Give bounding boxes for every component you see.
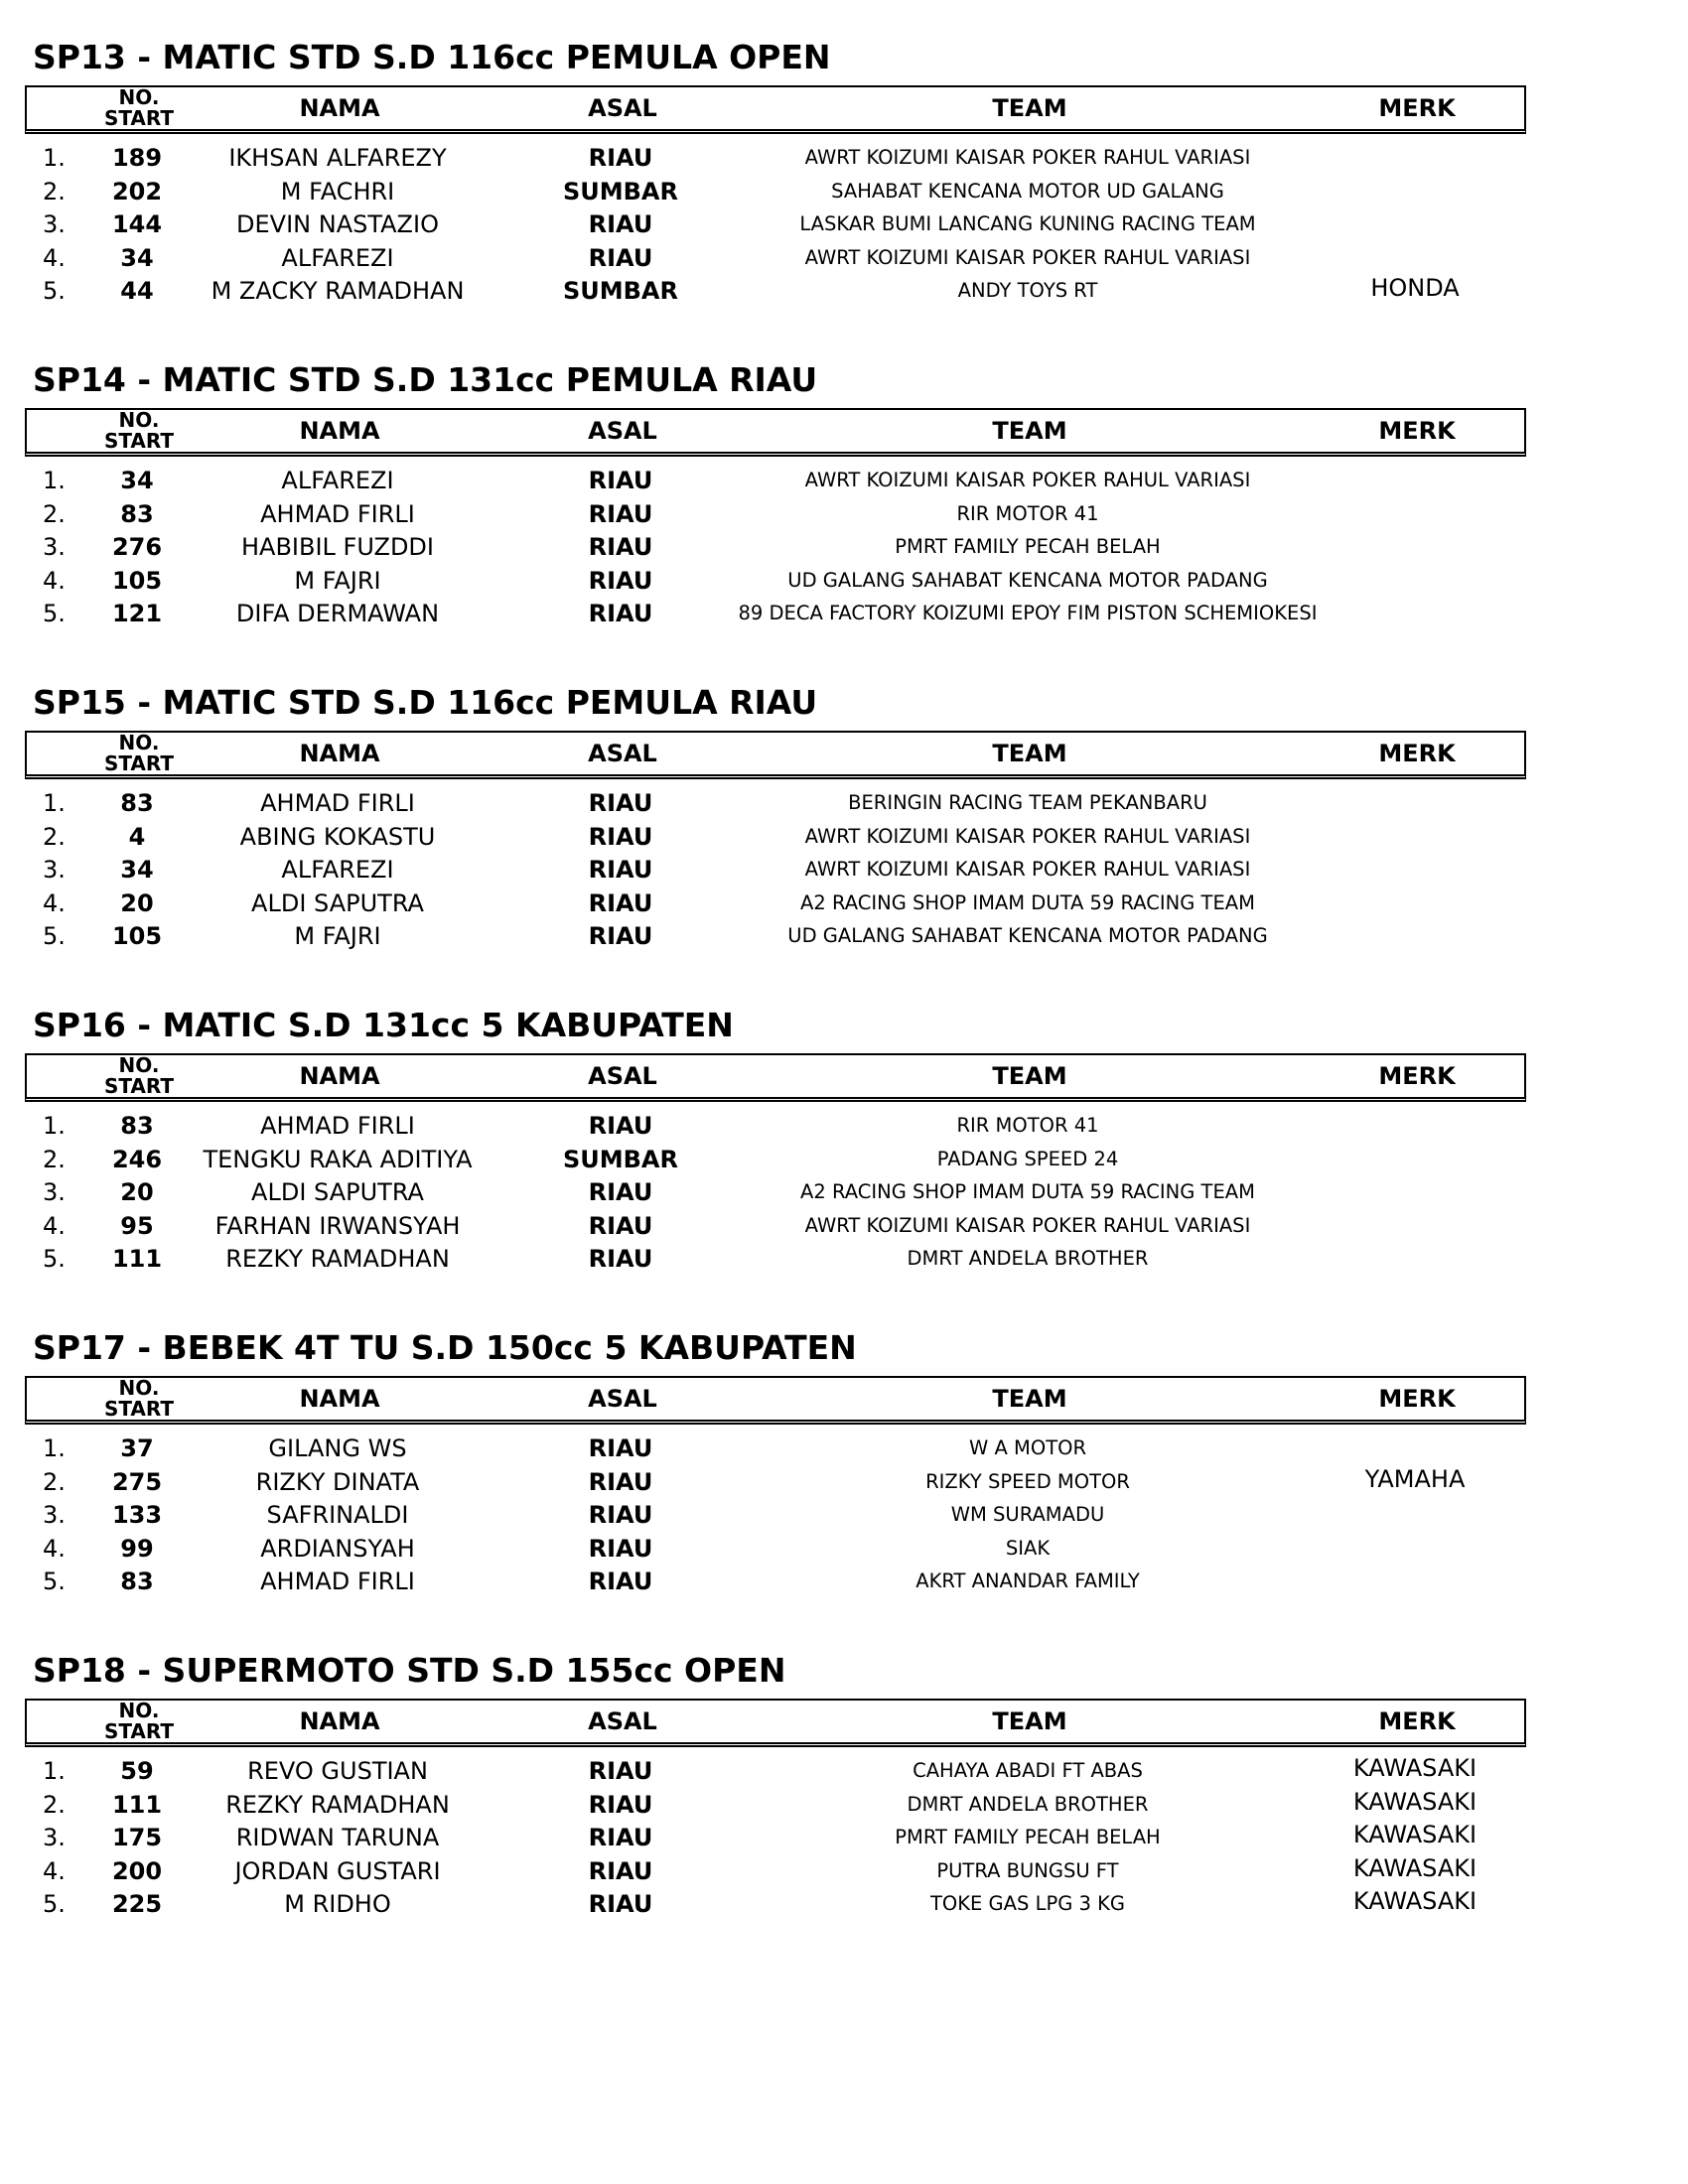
header-no-start: [84, 1378, 194, 1420]
position-cell: 4.: [43, 888, 66, 917]
team-cell: AWRT KOIZUMI KAISAR POKER RAHUL VARIASI: [804, 469, 1251, 491]
header-nama: NAMA: [299, 1062, 380, 1090]
position-cell: 5.: [43, 277, 66, 305]
rider-name-cell: RIDWAN TARUNA: [235, 1824, 440, 1851]
team-cell: BERINGIN RACING TEAM PEKANBARU: [848, 791, 1207, 814]
header-no-line2: START: [103, 429, 175, 453]
header-asal: ASAL: [588, 94, 657, 122]
team-cell: UD GALANG SAHABAT KENCANA MOTOR PADANG: [787, 568, 1268, 592]
table-header: [25, 1053, 1526, 1102]
rider-name-cell: AHMAD FIRLI: [260, 1112, 415, 1140]
rider-name-cell: REZKY RAMADHAN: [225, 1245, 450, 1273]
start-number-cell: 44: [120, 277, 154, 305]
start-number-cell: 105: [111, 566, 163, 595]
position-cell: 3.: [43, 1178, 66, 1206]
header-team: TEAM: [992, 94, 1067, 122]
table-row: [25, 1498, 1526, 1532]
table-row: [25, 597, 1526, 630]
header-no-line2: START: [103, 106, 175, 130]
start-number-cell: 83: [120, 1112, 154, 1140]
header-no-start: [84, 410, 194, 452]
brand-cell: YAMAHA: [1364, 1464, 1466, 1493]
rider-name-cell: ALFAREZI: [281, 467, 394, 494]
origin-cell: RIAU: [588, 1568, 653, 1595]
table-row: [25, 919, 1526, 953]
start-number-cell: 144: [111, 210, 163, 238]
position-cell: 2.: [43, 1467, 66, 1496]
start-number-cell: 99: [120, 1534, 154, 1563]
header-no-line1: NO.: [118, 1053, 160, 1077]
rider-name-cell: DEVIN NASTAZIO: [236, 210, 439, 238]
team-cell: AKRT ANANDAR FAMILY: [915, 1570, 1140, 1592]
team-cell: RIR MOTOR 41: [956, 1114, 1099, 1137]
rider-name-cell: REZKY RAMADHAN: [225, 1790, 450, 1819]
table-header: [25, 85, 1526, 134]
header-asal: ASAL: [588, 740, 657, 767]
origin-cell: RIAU: [588, 1501, 653, 1529]
team-cell: DMRT ANDELA BROTHER: [907, 1792, 1149, 1816]
header-nama: NAMA: [299, 740, 380, 767]
origin-cell: RIAU: [588, 600, 653, 627]
team-cell: LASKAR BUMI LANCANG KUNING RACING TEAM: [799, 212, 1256, 235]
class-title: SP14 - MATIC STD S.D 131cc PEMULA RIAU: [33, 360, 818, 399]
header-no-line1: NO.: [118, 408, 160, 432]
position-cell: 4.: [43, 1211, 66, 1240]
header-team: TEAM: [992, 1062, 1067, 1090]
position-cell: 1.: [43, 789, 66, 817]
table-row: [25, 1175, 1526, 1209]
team-cell: A2 RACING SHOP IMAM DUTA 59 RACING TEAM: [800, 1180, 1255, 1203]
table-row: [25, 1754, 1526, 1788]
rider-name-cell: M RIDHO: [284, 1890, 391, 1918]
table-row: [25, 1788, 1526, 1822]
table-row: [25, 207, 1526, 241]
header-asal: ASAL: [588, 1062, 657, 1090]
team-cell: RIR MOTOR 41: [956, 501, 1099, 525]
origin-cell: RIAU: [588, 922, 653, 950]
start-number-cell: 246: [111, 1145, 163, 1173]
header-merk: MERK: [1378, 94, 1456, 122]
header-no-line2: START: [103, 1397, 175, 1421]
origin-cell: RIAU: [588, 499, 653, 528]
position-cell: 1.: [43, 1434, 66, 1462]
header-nama: NAMA: [299, 1707, 380, 1735]
results-list: [25, 1754, 1526, 1921]
brand-cell: HONDA: [1370, 274, 1460, 302]
header-no-line1: NO.: [118, 1699, 160, 1722]
brand-cell: KAWASAKI: [1352, 1821, 1477, 1848]
origin-cell: RIAU: [588, 1112, 653, 1140]
table-row: [25, 274, 1526, 308]
table-row: [25, 1209, 1526, 1243]
position-cell: 3.: [43, 856, 66, 884]
table-row: [25, 1143, 1526, 1176]
rider-name-cell: REVO GUSTIAN: [247, 1757, 428, 1785]
start-number-cell: 121: [111, 600, 163, 627]
origin-cell: RIAU: [588, 1856, 653, 1885]
table-row: [25, 241, 1526, 275]
header-no-start: [84, 733, 194, 774]
table-row: [25, 141, 1526, 175]
table-row: [25, 1109, 1526, 1143]
team-cell: RIZKY SPEED MOTOR: [925, 1469, 1130, 1493]
start-number-cell: 111: [111, 1790, 163, 1819]
start-number-cell: 20: [120, 1178, 154, 1206]
position-cell: 5.: [43, 1890, 66, 1918]
team-cell: AWRT KOIZUMI KAISAR POKER RAHUL VARIASI: [804, 858, 1251, 881]
table-row: [25, 1242, 1526, 1276]
class-title: SP15 - MATIC STD S.D 116cc PEMULA RIAU: [33, 683, 818, 722]
origin-cell: RIAU: [588, 1245, 653, 1273]
table-row: [25, 1432, 1526, 1465]
team-cell: AWRT KOIZUMI KAISAR POKER RAHUL VARIASI: [804, 1213, 1251, 1237]
rider-name-cell: AHMAD FIRLI: [260, 499, 415, 528]
header-merk: MERK: [1378, 1707, 1456, 1735]
header-no-line2: START: [103, 1074, 175, 1098]
table-row: [25, 887, 1526, 920]
header-no-line1: NO.: [118, 85, 160, 109]
table-row: [25, 530, 1526, 564]
rider-name-cell: AHMAD FIRLI: [260, 1568, 415, 1595]
start-number-cell: 20: [120, 888, 154, 917]
brand-cell: KAWASAKI: [1352, 1787, 1477, 1816]
table-row: [25, 464, 1526, 497]
start-number-cell: 105: [111, 922, 163, 950]
team-cell: SIAK: [1005, 1536, 1051, 1560]
position-cell: 3.: [43, 1824, 66, 1851]
team-cell: TOKE GAS LPG 3 KG: [929, 1892, 1126, 1915]
origin-cell: RIAU: [588, 888, 653, 917]
race-class-section: [25, 360, 1526, 658]
start-number-cell: 4: [128, 822, 146, 851]
table-row: [25, 1854, 1526, 1888]
table-header: [25, 1376, 1526, 1425]
origin-cell: RIAU: [588, 533, 653, 561]
table-row: [25, 853, 1526, 887]
class-title: SP13 - MATIC STD S.D 116cc PEMULA OPEN: [33, 38, 831, 76]
team-cell: SAHABAT KENCANA MOTOR UD GALANG: [831, 179, 1224, 203]
team-cell: PUTRA BUNGSU FT: [936, 1858, 1119, 1882]
origin-cell: RIAU: [588, 566, 653, 595]
team-cell: AWRT KOIZUMI KAISAR POKER RAHUL VARIASI: [804, 824, 1251, 848]
start-number-cell: 83: [120, 1568, 154, 1595]
start-number-cell: 276: [111, 533, 163, 561]
position-cell: 4.: [43, 1534, 66, 1563]
position-cell: 4.: [43, 1856, 66, 1885]
header-no-start: [84, 87, 194, 129]
rider-name-cell: M FAJRI: [294, 566, 381, 595]
rider-name-cell: FARHAN IRWANSYAH: [214, 1211, 461, 1240]
team-cell: WM SURAMADU: [950, 1503, 1105, 1526]
position-cell: 4.: [43, 566, 66, 595]
position-cell: 2.: [43, 177, 66, 205]
header-asal: ASAL: [588, 1707, 657, 1735]
team-cell: PMRT FAMILY PECAH BELAH: [895, 535, 1161, 558]
class-title: SP17 - BEBEK 4T TU S.D 150cc 5 KABUPATEN: [33, 1328, 857, 1367]
header-team: TEAM: [992, 1707, 1067, 1735]
rider-name-cell: AHMAD FIRLI: [260, 789, 415, 817]
rider-name-cell: ARDIANSYAH: [260, 1534, 415, 1563]
table-row: [25, 1821, 1526, 1854]
origin-cell: RIAU: [588, 1211, 653, 1240]
start-number-cell: 83: [120, 789, 154, 817]
table-row: [25, 564, 1526, 598]
position-cell: 4.: [43, 243, 66, 272]
position-cell: 2.: [43, 1145, 66, 1173]
position-cell: 5.: [43, 600, 66, 627]
origin-cell: RIAU: [588, 144, 653, 172]
header-team: TEAM: [992, 417, 1067, 445]
position-cell: 1.: [43, 467, 66, 494]
origin-cell: RIAU: [588, 210, 653, 238]
race-class-section: [25, 38, 1526, 336]
start-number-cell: 133: [111, 1501, 163, 1529]
origin-cell: RIAU: [588, 1757, 653, 1785]
rider-name-cell: M FAJRI: [294, 922, 381, 950]
origin-cell: RIAU: [588, 467, 653, 494]
header-no-line1: NO.: [118, 1376, 160, 1400]
rider-name-cell: ALDI SAPUTRA: [251, 1178, 424, 1206]
team-cell: W A MOTOR: [969, 1436, 1086, 1459]
origin-cell: RIAU: [588, 243, 653, 272]
rider-name-cell: M FACHRI: [280, 177, 395, 205]
table-row: [25, 1532, 1526, 1566]
start-number-cell: 225: [111, 1890, 163, 1918]
rider-name-cell: DIFA DERMAWAN: [235, 600, 440, 627]
position-cell: 1.: [43, 1757, 66, 1785]
header-nama: NAMA: [299, 94, 380, 122]
team-cell: 89 DECA FACTORY KOIZUMI EPOY FIM PISTON SCHEMIOKESI: [738, 602, 1318, 624]
team-cell: DMRT ANDELA BROTHER: [907, 1247, 1149, 1270]
origin-cell: RIAU: [588, 1434, 653, 1462]
origin-cell: SUMBAR: [562, 177, 678, 205]
position-cell: 5.: [43, 1568, 66, 1595]
origin-cell: RIAU: [588, 822, 653, 851]
rider-name-cell: IKHSAN ALFAREZY: [228, 144, 447, 172]
start-number-cell: 34: [120, 856, 154, 884]
race-class-section: [25, 683, 1526, 981]
rider-name-cell: TENGKU RAKA ADITIYA: [203, 1145, 473, 1173]
header-no-start: [84, 1701, 194, 1742]
race-class-section: [25, 1328, 1526, 1626]
origin-cell: RIAU: [588, 1790, 653, 1819]
brand-cell: KAWASAKI: [1352, 1887, 1477, 1915]
table-row: [25, 497, 1526, 531]
table-header: [25, 1699, 1526, 1747]
race-class-section: [25, 1651, 1526, 1949]
origin-cell: RIAU: [588, 1467, 653, 1496]
header-no-line1: NO.: [118, 731, 160, 754]
team-cell: PADANG SPEED 24: [936, 1147, 1119, 1170]
origin-cell: RIAU: [588, 1824, 653, 1851]
team-cell: ANDY TOYS RT: [957, 279, 1098, 302]
table-row: [25, 786, 1526, 820]
position-cell: 1.: [43, 144, 66, 172]
position-cell: 1.: [43, 1112, 66, 1140]
header-no-line2: START: [103, 751, 175, 775]
table-row: [25, 1887, 1526, 1921]
start-number-cell: 34: [120, 243, 154, 272]
position-cell: 2.: [43, 822, 66, 851]
table-row: [25, 1465, 1526, 1499]
team-cell: AWRT KOIZUMI KAISAR POKER RAHUL VARIASI: [804, 146, 1251, 169]
header-merk: MERK: [1378, 417, 1456, 445]
brand-cell: KAWASAKI: [1352, 1754, 1477, 1782]
table-header: [25, 731, 1526, 779]
origin-cell: RIAU: [588, 789, 653, 817]
origin-cell: RIAU: [588, 1534, 653, 1563]
header-nama: NAMA: [299, 1385, 380, 1413]
team-cell: CAHAYA ABADI FT ABAS: [913, 1759, 1143, 1782]
results-list: [25, 1109, 1526, 1276]
header-merk: MERK: [1378, 740, 1456, 767]
header-merk: MERK: [1378, 1385, 1456, 1413]
position-cell: 3.: [43, 210, 66, 238]
start-number-cell: 189: [111, 144, 163, 172]
table-row: [25, 820, 1526, 854]
position-cell: 5.: [43, 1245, 66, 1273]
table-row: [25, 1565, 1526, 1598]
team-cell: PMRT FAMILY PECAH BELAH: [895, 1826, 1161, 1848]
position-cell: 5.: [43, 922, 66, 950]
rider-name-cell: HABIBIL FUZDDI: [241, 533, 434, 561]
start-number-cell: 175: [111, 1824, 163, 1851]
table-row: [25, 175, 1526, 208]
rider-name-cell: RIZKY DINATA: [255, 1467, 420, 1496]
start-number-cell: 275: [111, 1467, 163, 1496]
start-number-cell: 34: [120, 467, 154, 494]
rider-name-cell: ALFAREZI: [281, 243, 394, 272]
results-list: [25, 464, 1526, 630]
team-cell: AWRT KOIZUMI KAISAR POKER RAHUL VARIASI: [804, 245, 1251, 269]
start-number-cell: 111: [111, 1245, 163, 1273]
results-list: [25, 1432, 1526, 1598]
start-number-cell: 95: [120, 1211, 154, 1240]
start-number-cell: 37: [120, 1434, 154, 1462]
rider-name-cell: JORDAN GUSTARI: [234, 1856, 441, 1885]
header-merk: MERK: [1378, 1062, 1456, 1090]
start-number-cell: 83: [120, 499, 154, 528]
rider-name-cell: ALFAREZI: [281, 856, 394, 884]
origin-cell: SUMBAR: [562, 1145, 678, 1173]
origin-cell: RIAU: [588, 856, 653, 884]
class-title: SP18 - SUPERMOTO STD S.D 155cc OPEN: [33, 1651, 786, 1690]
header-nama: NAMA: [299, 417, 380, 445]
team-cell: UD GALANG SAHABAT KENCANA MOTOR PADANG: [787, 924, 1268, 947]
results-list: [25, 141, 1526, 308]
position-cell: 2.: [43, 499, 66, 528]
start-number-cell: 200: [111, 1856, 163, 1885]
start-number-cell: 202: [111, 177, 163, 205]
header-no-start: [84, 1055, 194, 1097]
header-team: TEAM: [992, 1385, 1067, 1413]
header-no-line2: START: [103, 1719, 175, 1743]
rider-name-cell: ABING KOKASTU: [239, 822, 436, 851]
table-header: [25, 408, 1526, 457]
start-number-cell: 59: [120, 1757, 154, 1785]
origin-cell: RIAU: [588, 1890, 653, 1918]
header-asal: ASAL: [588, 417, 657, 445]
position-cell: 3.: [43, 1501, 66, 1529]
origin-cell: RIAU: [588, 1178, 653, 1206]
team-cell: A2 RACING SHOP IMAM DUTA 59 RACING TEAM: [800, 890, 1255, 914]
rider-name-cell: ALDI SAPUTRA: [251, 888, 424, 917]
race-class-section: [25, 1006, 1526, 1303]
rider-name-cell: SAFRINALDI: [266, 1501, 409, 1529]
results-list: [25, 786, 1526, 953]
header-team: TEAM: [992, 740, 1067, 767]
position-cell: 3.: [43, 533, 66, 561]
position-cell: 2.: [43, 1790, 66, 1819]
rider-name-cell: GILANG WS: [268, 1434, 407, 1462]
rider-name-cell: M ZACKY RAMADHAN: [211, 277, 465, 305]
brand-cell: KAWASAKI: [1352, 1853, 1477, 1882]
header-asal: ASAL: [588, 1385, 657, 1413]
class-title: SP16 - MATIC S.D 131cc 5 KABUPATEN: [33, 1006, 734, 1044]
origin-cell: SUMBAR: [562, 277, 678, 305]
